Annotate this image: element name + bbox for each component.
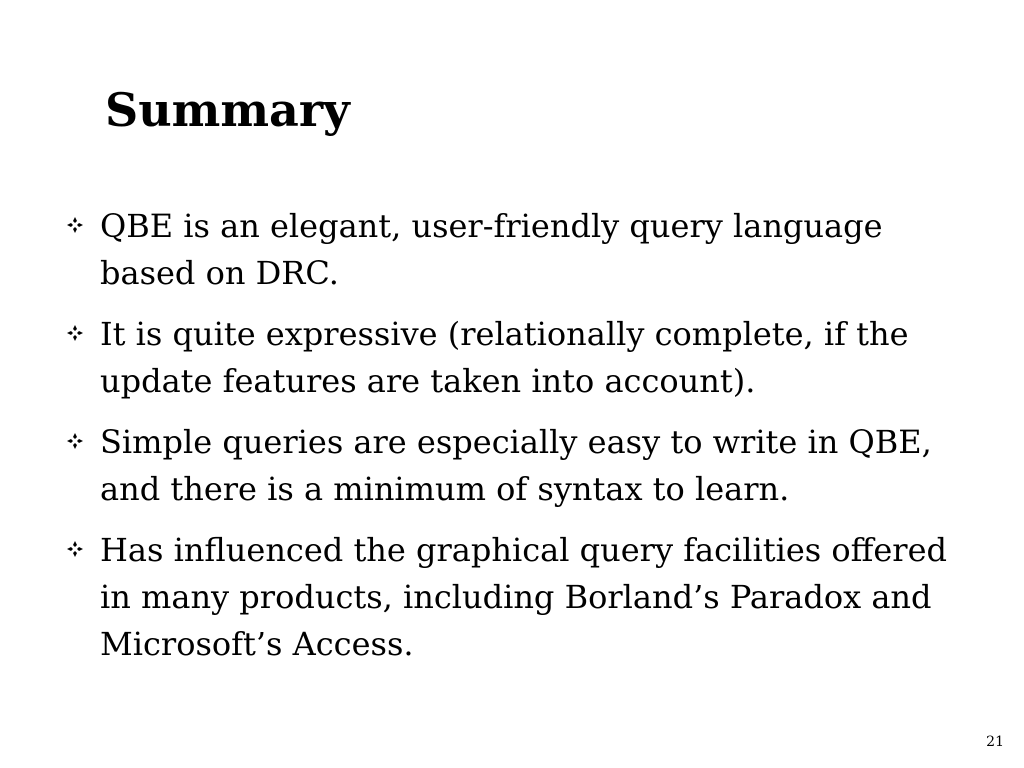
slide-title: Summary [105,83,350,137]
bullet-text: Simple queries are especially easy to write in QBE, and there is a minimum of syntax to learn. [100,423,932,508]
page-number: 21 [986,734,1004,750]
bullet-item [62,203,962,297]
four-diamond-bullet-icon [65,431,85,451]
bullet-text: QBE is an elegant, user-friendly query language based on DRC. [100,207,883,292]
four-diamond-bullet-icon [65,215,85,235]
four-diamond-bullet-icon [65,539,85,559]
bullet-item [62,419,962,513]
bullet-text: Has influenced the graphical query facilities offered in many products, including Borland’s Paradox and Microsoft’s Access. [100,531,948,663]
bullet-item [62,311,962,405]
four-diamond-bullet-icon [65,323,85,343]
bullet-list [62,203,962,682]
bullet-item [62,527,962,668]
bullet-text: It is quite expressive (relationally complete, if the update features are taken into account). [100,315,909,400]
